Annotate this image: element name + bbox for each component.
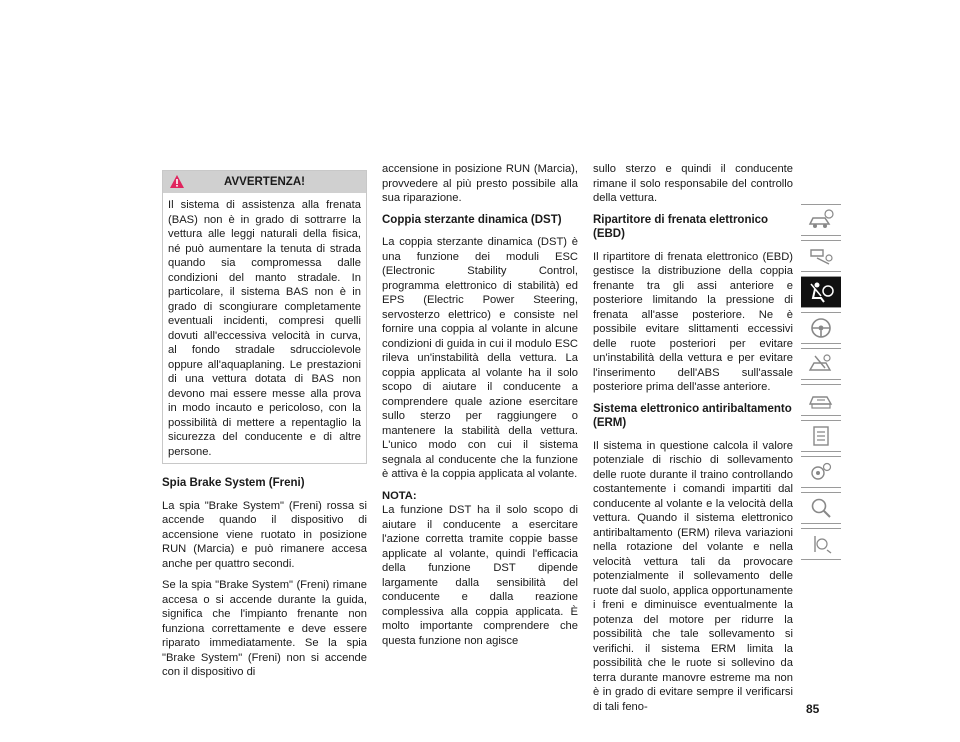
column-1 xyxy=(162,170,367,687)
chapter-tab-10[interactable] xyxy=(801,528,841,560)
car-emergency-icon xyxy=(807,388,835,412)
paragraph: Se la spia "Brake System" (Freni) rimane accesa o si accende durante la guida, significa che l'impianto frenante non funziona correttamente e deve essere riparato immediatamente. Se la spia "Brake System" (Freni) non si accende con il dispositivo di xyxy=(162,579,367,678)
steering-wheel-icon xyxy=(807,316,835,340)
section-heading-brake-system: Spia Brake System (Freni) xyxy=(162,477,305,489)
chapter-tabs xyxy=(801,204,841,564)
note-label: NOTA: xyxy=(382,489,417,502)
chapter-tab-7[interactable] xyxy=(801,420,841,452)
car-key-icon xyxy=(807,244,835,268)
paragraph: La coppia sterzante dinamica (DST) è una funzione dei moduli ESC (Electronic Stability Control, programma elettronico di stabilità) ed EPS (Electric Power Steering, servosterzo elettrico) e consiste nel fornire una coppia al volante in alcune condizioni di guida in cui il modulo ESC rileva un'instabilità della vettura. La coppia applicata al volante ha il solo scopo di aiutare il conducente a comprendere quale azione esercitare sullo sterzo per raggiungere o mantenere la stabilità della vettura. L'unico modo con cui il sistema segnala al conducente che la funzione è attiva è la coppia applicata al volante. xyxy=(382,236,578,480)
column-3 xyxy=(593,162,793,721)
paragraph: Il ripartitore di frenata elettronico (EBD) gestisce la distribuzione della coppia frenante tra gli assi anteriore e posteriore limitando la pressione di frenata all'asse posteriore. Ne è possibile evitare slittamenti eccessivi delle ruote posteriori per evitare un'instabilità della vettura e per evitare l'inserimento dell'ABS sull'assale posteriore prima dell'asse anteriore. xyxy=(593,250,793,393)
page-number: 85 xyxy=(806,702,820,716)
paragraph: accensione in posizione RUN (Marcia), provvedere al più presto possibile alla sua riparazione. xyxy=(382,163,578,204)
warning-body xyxy=(163,193,366,463)
chapter-tab-1[interactable] xyxy=(801,204,841,236)
chapter-tab-9[interactable] xyxy=(801,492,841,524)
note-text: La funzione DST ha il solo scopo di aiutare il conducente a esercitare l'azione corretta tramite coppie basse applicate al volante, quindi l'efficacia della funzione DST dipende largamente dalla sensibilità del conducente e dalla reazione complessiva alla coppia applicata. È molto importante comprendere che questa funzione non agisce xyxy=(382,504,578,647)
car-start-icon xyxy=(807,352,835,376)
paragraph: sullo sterzo e quindi il conducente rimane il solo responsabile del controllo della vettura. xyxy=(593,163,793,204)
paragraph: Il sistema in questione calcola il valore potenziale di rischio di sollevamento delle ruote durante il traino controllando costantemente i comandi impartiti dal conducente al volante e la velocità della vettura. Quando il sistema elettronico antiribaltamento (ERM) rileva variazioni nella rotazione del volante e nella velocità vettura tali da provocare potenzialmente il sollevamento delle ruote dal suolo, applica opportunamente i freni e diminuisce eventualmente la potenza del motore per ridurre la possibilità che tale sollevamento si verifichi. il sistema ERM limita la possibilità che le ruote si sollevino da terra durante manovre estreme ma non è in grado di evitare sempre il verificarsi di tali feno- xyxy=(593,439,793,713)
column-2 xyxy=(382,162,578,655)
section-heading-dst: Coppia sterzante dinamica (DST) xyxy=(382,213,562,226)
chapter-tab-8[interactable] xyxy=(801,456,841,488)
section-heading-ebd: Ripartitore di frenata elettronico (EBD) xyxy=(593,213,769,240)
magnifier-icon xyxy=(807,496,835,520)
warning-header xyxy=(163,171,366,193)
chapter-tab-4[interactable] xyxy=(801,312,841,344)
technical-data-icon xyxy=(807,460,835,484)
chapter-tab-2[interactable] xyxy=(801,240,841,272)
warning-title: AVVERTENZA! xyxy=(224,176,305,188)
multimedia-icon xyxy=(807,532,835,556)
seat-airbag-icon xyxy=(807,280,835,304)
chapter-tab-3[interactable] xyxy=(801,276,841,308)
car-info-icon xyxy=(807,208,835,232)
warning-triangle-icon xyxy=(169,174,185,189)
maintenance-list-icon xyxy=(807,424,835,448)
section-heading-erm: Sistema elettronico antiribaltamento (ERM) xyxy=(593,402,792,429)
chapter-tab-6[interactable] xyxy=(801,384,841,416)
chapter-tab-5[interactable] xyxy=(801,348,841,380)
warning-box xyxy=(162,170,367,464)
warning-text: Il sistema di assistenza alla frenata (BAS) non è in grado di sottrarre la vettura alle leggi naturali della fisica, né può aumentare la tenuta di strada quando sia compromessa dalle condizioni del manto stradale. In particolare, il sistema BAS non è in grado di scongiurare completamente eventuali incidenti, compresi quelli dovuti all'eccessiva velocità in curva, al fondo stradale sdrucciolevole oppure all'aquaplaning. Le prestazioni di una vettura dotata di BAS non devono mai essere messe alla prova in modo incauto e pericoloso, con la possibilità di mettere a repentaglio la sicurezza del conducente e di altre persone. xyxy=(168,199,361,458)
paragraph: La spia "Brake System" (Freni) rossa si accende quando il dispositivo di accensione viene ruotato in posizione RUN (Marcia) e può rimanere accesa anche per quattro secondi. xyxy=(162,499,367,570)
